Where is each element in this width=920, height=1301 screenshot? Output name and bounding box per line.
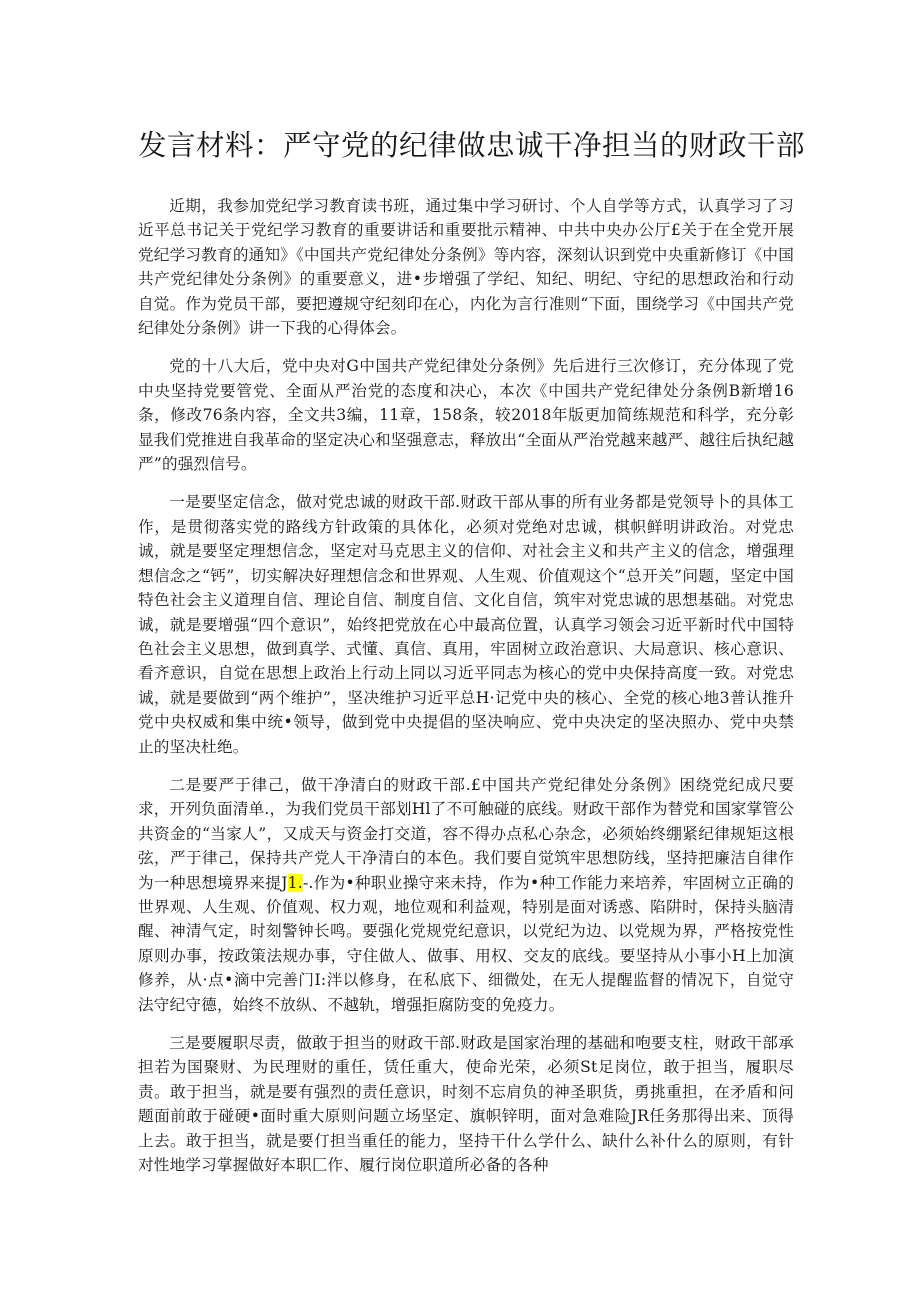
paragraph-self-discipline <box>138 773 794 1017</box>
paragraph-loyalty: 一是要坚定信念，做对党忠诚的财政干部.财政干部从事的所有业务都是党领导卜的具体工作，是贯彻落实党的路线方针政策的具体化，必须对党绝对忠诚，棋帜鲜明讲政治。对党忠诚，就是要坚定理想信念，坚定对马克思主义的信仰、对社会主义和共产主义的信念，增强理想信念之“钙”，切实解决好理想信念和世界观、人生观、价值观这个“总开关”问题，坚定中国特色社会主义道理自信、理论自信、制度自信、文化自信，筑牢对党忠诚的思想基础。对党忠诚，就是要增强“四个意识”，始终把党放在心中最高位置，认真学习领会习近平新时代中国特色社会主义思想，做到真学、式懂、真信、真用，牢固树立政治意识、大局意识、核心意识、看齐意识，自觉在思想上政治上行动上同以习近平同志为核心的党中央保持高度一致。对党忠诚，就是要做到“两个维护”，坚决维护习近平总H·记党中央的核心、全党的核心地3普认推升党中央权威和集中统•领导，做到党中央提倡的坚决响应、党中央决定的坚决照办、党中央禁止的坚决杜绝。 <box>138 493 794 756</box>
paragraph-text-segment: -.作为•种职业操守来未持，作为•种工作能力来培养，牢固树立正确的世界观、人生观、价值观、权力观，地位观和利益观，特别是面对诱惑、陷阱时，保持头脑清醒、神清气定，时刻警钟长鸣。要强化党规党纪意识，以党纪为边、以党规为界，严格按党性原则办事，按政策法规办事，守住做人、做事、用权、交友的底线。要坚持从小事小H上加演修养，从·点•滴中完善门I:泮以修身，在私底下、细微处，在无人提醒监督的情况下，自觉守法守纪守德，始终不放纵、不越轨，增强拒腐防变的免疫力。 <box>138 873 794 1014</box>
paragraph-intro: 近期，我参加党纪学习教育读书班，通过集中学习研讨、个人自学等方式，认真学习了习近平总书记关于党纪学习教育的重要讲话和重要批示精神、中共中央办公厅£关于在全党开展党纪学习教育的通知》《中国共产党纪律处分条例》等内容，深刻认识到党中央重新修订《中国共产党纪律处分条例》的重要意义，进•步增强了学纪、知纪、明纪、守纪的思想政治和行动自觉。作为党员干部，要把遵规守纪刻印在心，内化为言行准则“下面，围绕学习《中国共产党纪律处分条例》讲一下我的心得体会。 <box>138 197 794 338</box>
paragraph-regulation-revision: 党的十八大后，党中央对G中国共产党纪律处分条例》先后进行三次修订，充分体现了党中央坚持党要管党、全面从严治党的态度和决心，本次《中国共产党纪律处分条例B新增16条，修改76条内容，全文共3编，11章，158条，较2018年版更加简练规范和科学，充分彰显我们党推进自我革命的坚定决心和坚强意志，释放出“全面从严治党越来越严、越往后执纪越严”的强烈信号。 <box>138 357 794 474</box>
paragraph-text-segment: 二是要严于律己，做干净清白的财政干部.£中国共产党纪律处分条例》困绕党纪成尺要求，开列负面清单.，为我们党员干部划Hl了不可触碰的底线。财政干部作为替党和国家掌管公共资金的“当家人”，又成天与资金打交道，容不得办点私心杂念，必须始终绷紧纪律规矩这根弦，严于律己，保持共产党人干净清白的本色。我们要自觉筑牢思想防线，坚持把廉洁自律作为一种思想境界来提J <box>138 775 794 892</box>
document-title: 发言材料：严守党的纪律做忠诚干净担当的财政干部 <box>138 129 806 162</box>
paragraph-responsibility: 三是要履职尽责，做敢于担当的财政干部.财政是国家治理的基础和咆要支柱，财政干部承担若为国聚财、为民理财的重任，赁任重大，使命光荣，必须St足岗位，敢于担当，履职尽责。敢于担当，就是要有强烈的责任意识，时刻不忘肩负的神圣职货，勇挑重担，在矛盾和问题面前敢于碰硬•面时重大原则问题立场坚定、旗帜锌明，面对急难险JR任务那得出来、顶得上去。敢于担当，就是要仃担当重任的能力，坚持干什么学什么、缺什么补什么的原则，有针对性地学习掌握做好本职匚作、履行岗位职道所必备的各种 <box>138 1034 794 1175</box>
document-page <box>138 118 806 1191</box>
highlighted-text: 1. <box>287 873 303 892</box>
